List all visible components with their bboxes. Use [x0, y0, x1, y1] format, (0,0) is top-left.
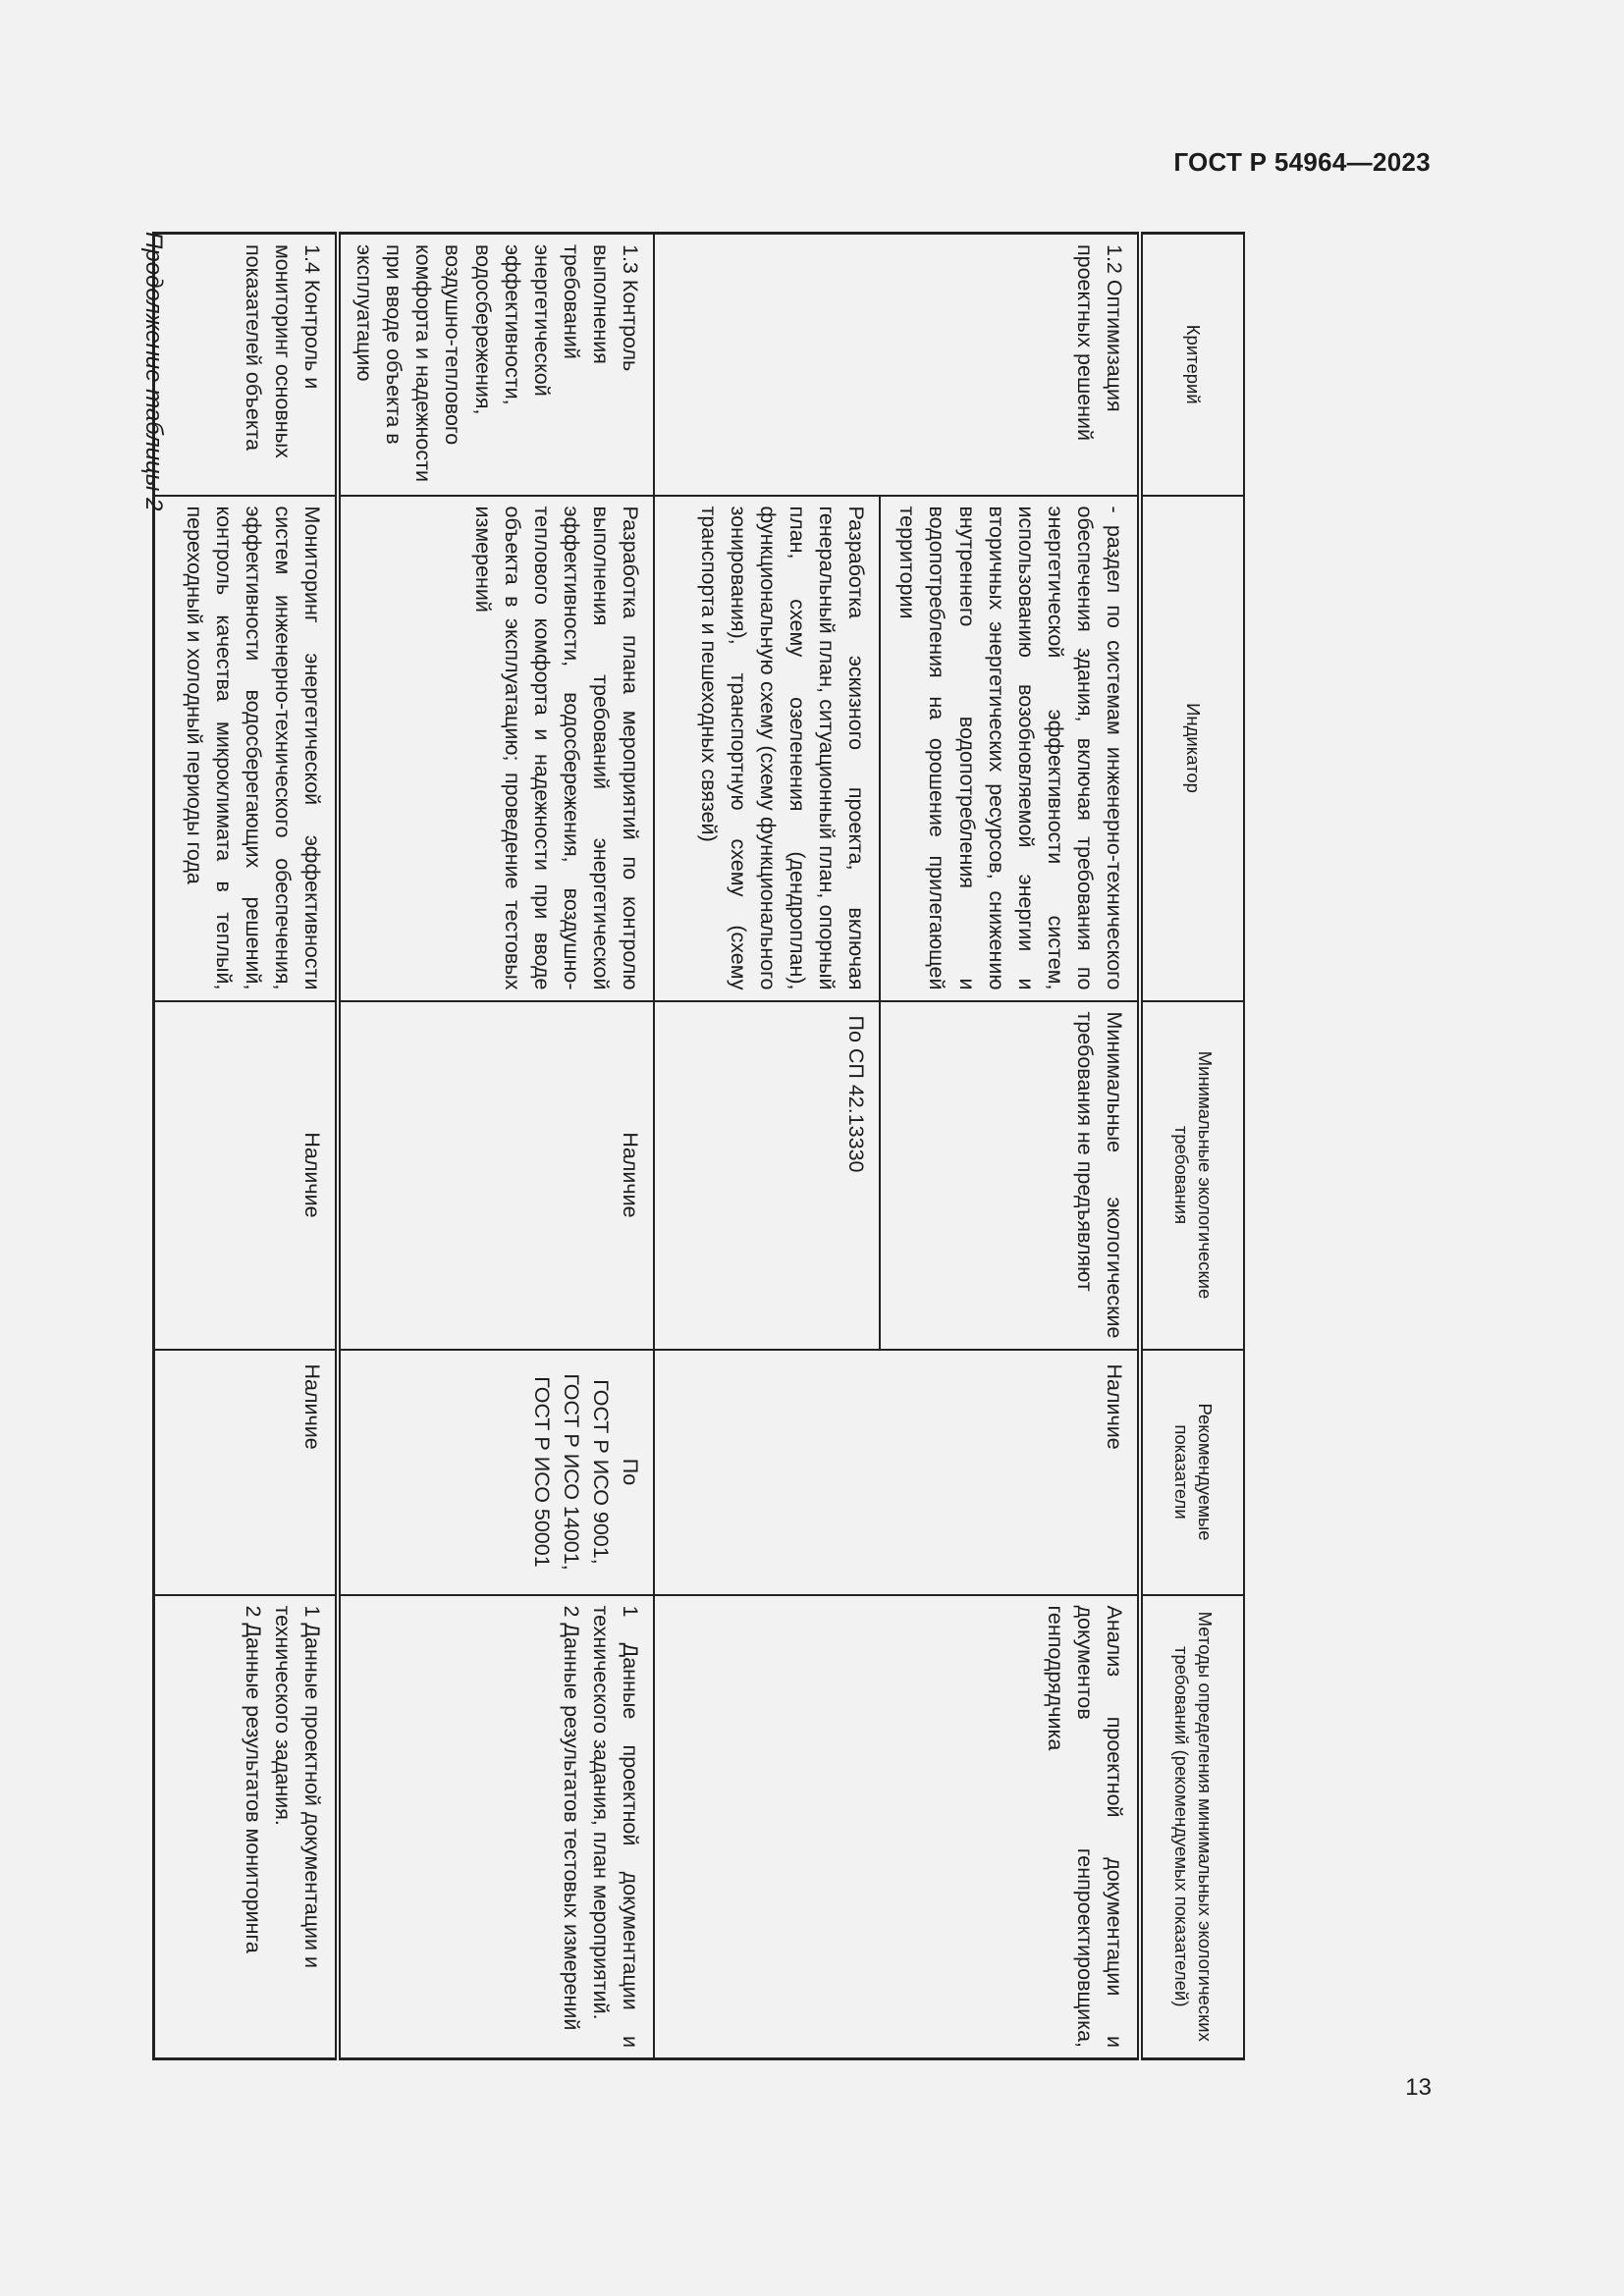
min-requirements-cell: По СП 42.13330: [654, 1001, 880, 1350]
recommended-line: ГОСТ Р ИСО 14001,: [559, 1373, 583, 1571]
min-requirements-cell: Наличие: [338, 1001, 654, 1350]
indicator-cell: Разработка плана мероприятий по контролю выполнения требований энергетической эффективности, водосбережения, воздушно-теплового комфорта и надежности при вводе объекта в эксплуатацию; проведение тестовых измерений: [338, 496, 654, 1001]
table-row: [880, 234, 1140, 2059]
rotated-table-block: [106, 232, 1245, 2057]
criterion-cell: 1.3 Контроль выполнения требований энергетической эффективности, водосбережения, воздушно-теплового комфорта и надежности при вводе объекта в эксплуатацию: [338, 234, 654, 496]
criterion-cell: 1.2 Оптимизация проектных решений: [654, 234, 1140, 496]
criteria-table: [153, 232, 1246, 2060]
methods-line: 1 Данные проектной документации и технического задания.: [270, 1605, 324, 1969]
criterion-cell: 1.4 Контроль и мониторинг основных показателей объекта: [154, 234, 338, 496]
document-code: ГОСТ Р 54964—2023: [1173, 147, 1431, 177]
min-requirements-cell: Минимальные экологические требования не предъявляют: [880, 1001, 1140, 1350]
methods-cell: [338, 1595, 654, 2059]
table-row: [654, 234, 880, 2059]
table-row: [338, 234, 654, 2059]
methods-line: 2 Данные результатов тестовых измерений: [559, 1605, 583, 2031]
recommended-cell: Наличие: [154, 1350, 338, 1595]
recommended-line: ГОСТ Р ИСО 9001,: [588, 1379, 613, 1565]
methods-line: 1 Данные проектной документации и технического задания, план мероприятий.: [588, 1605, 642, 2048]
recommended-line: ГОСТ Р ИСО 50001: [529, 1376, 554, 1568]
min-requirements-cell: Наличие: [154, 1001, 338, 1350]
col-header-min-requirements: Минимальные экологические требования: [1140, 1001, 1244, 1350]
indicator-cell: Разработка эскизного проекта, включая генеральный план, ситуационный план, опорный план, схему озеленения (дендроплан), функциональную схему (схему функционального зонирования), транспортную схему (схему транспорта и пешеходных связей): [654, 496, 880, 1001]
table-header-row: [1140, 234, 1244, 2059]
table-caption: Продолжение таблицы 2: [140, 232, 167, 511]
col-header-methods: Методы определения минимальных экологических требований (рекомендуемых показателей): [1140, 1595, 1244, 2059]
recommended-cell: [338, 1350, 654, 1595]
col-header-indicator: Индикатор: [1140, 496, 1244, 1001]
recommended-cell: Наличие: [880, 1350, 1140, 1595]
col-header-criterion: Критерий: [1140, 234, 1244, 496]
methods-cell: [154, 1595, 338, 2059]
recommended-cell-empty: [654, 1350, 880, 1595]
recommended-line: По: [619, 1458, 642, 1486]
indicator-cell: - раздел по системам инженерно-технического обеспечения здания, включая требования по энергетической эффективности систем, использованию возобновляемой энергии и вторичных энергетических ресурсов, снижению внутреннего водопотребления и водопотребления на орошение прилегающей территории: [880, 496, 1140, 1001]
indicator-cell: Мониторинг энергетической эффективности систем инженерно-технического обеспечения, эффективности водосберегающих решений, контроль качества микроклимата в теплый, переходный и холодный периоды года: [154, 496, 338, 1001]
table-row: [154, 234, 338, 2059]
methods-cell: Анализ проектной документации и документов генпроектировщика, генподрядчика: [880, 1595, 1140, 2059]
methods-cell-empty: [654, 1595, 880, 2059]
col-header-recommended: Рекомендуемые показатели: [1140, 1350, 1244, 1595]
methods-line: 2 Данные результатов мониторинга: [241, 1605, 265, 1953]
page-number: 13: [1405, 2074, 1432, 2101]
